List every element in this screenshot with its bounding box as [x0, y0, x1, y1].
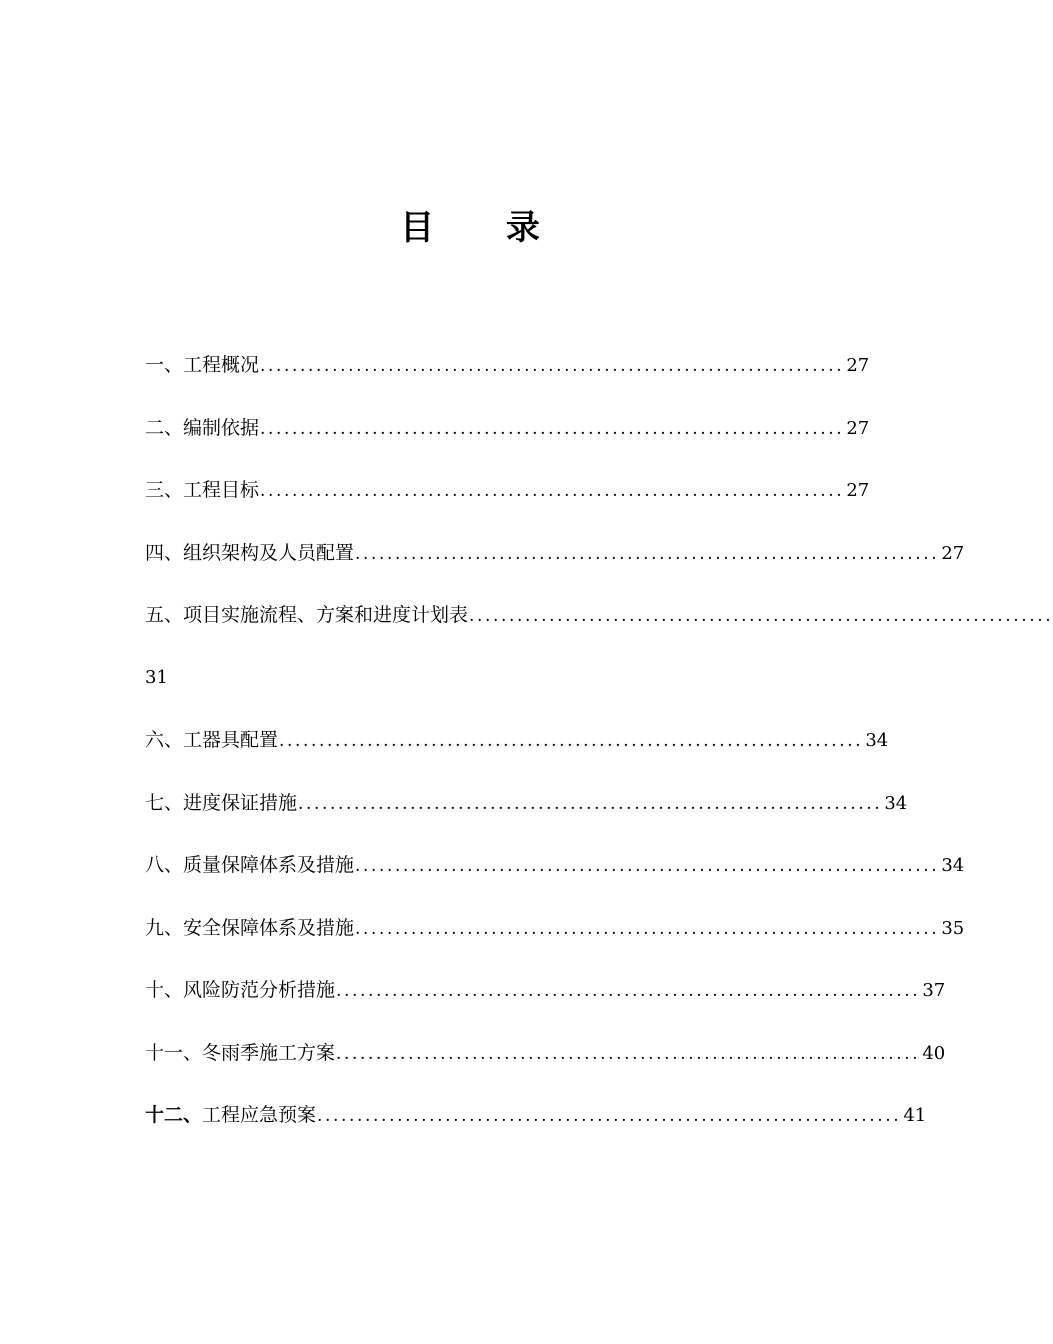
toc-entry-number: 三、	[145, 479, 184, 501]
toc-entry-2[interactable]	[145, 408, 870, 471]
toc-leader-dots: .........................................................................	[355, 856, 940, 876]
toc-entry-text: 进度保证措施	[183, 791, 298, 814]
toc-entry-text: 组织架构及人员配置	[183, 541, 355, 564]
toc-entry-number: 十二、	[145, 1104, 203, 1126]
toc-entry-9[interactable]	[145, 908, 965, 971]
toc-entry-12[interactable]	[145, 1095, 927, 1158]
toc-entry-number: 八、	[145, 854, 184, 876]
toc-entry-number: 二、	[145, 416, 184, 439]
toc-entry-text: 项目实施流程、方案和进度计划表	[183, 604, 469, 626]
toc-entry-label	[145, 720, 278, 760]
toc-entry-label	[145, 845, 354, 885]
toc-entry-number: 七、	[145, 791, 184, 814]
toc-entry-text: 风险防范分析措施	[183, 979, 336, 1001]
toc-entry-label	[145, 408, 259, 448]
toc-entry-text: 工器具配置	[183, 729, 279, 751]
toc-leader-dots: .........................................................................	[336, 1043, 921, 1064]
toc-entry-7[interactable]	[145, 783, 908, 846]
toc-entry-label	[145, 470, 259, 510]
toc-entry-5[interactable]	[145, 595, 1053, 658]
toc-entry-label	[145, 1095, 316, 1135]
toc-page-number: 27	[941, 542, 965, 564]
toc-entry-1[interactable]	[145, 345, 870, 408]
toc-leader-dots: .........................................................................	[298, 793, 883, 814]
toc-leader-dots: .........................................................................	[355, 543, 940, 564]
toc-entry-number: 六、	[145, 729, 184, 751]
toc-leader-dots: .........................................................................	[260, 481, 845, 501]
toc-entry-label	[145, 595, 468, 635]
toc-entry-label	[145, 783, 297, 823]
toc-leader-dots: .........................................................................	[355, 918, 940, 939]
toc-page-number: 27	[846, 480, 870, 501]
toc-entry-6[interactable]	[145, 720, 889, 783]
toc-entry-label	[145, 533, 354, 573]
toc-entry-3[interactable]	[145, 470, 870, 533]
toc-entry-10[interactable]	[145, 970, 946, 1033]
toc-entry-number: 一、	[145, 354, 184, 376]
toc-page-number-wrapped[interactable]: 31	[145, 666, 168, 688]
toc-page-number: 35	[941, 917, 965, 939]
toc-page-number: 40	[922, 1042, 946, 1064]
toc-entry-text: 工程目标	[183, 479, 260, 501]
toc-leader-dots: .........................................................................	[260, 418, 845, 439]
toc-entry-label	[145, 1033, 335, 1073]
toc-entry-number: 十一、	[145, 1041, 203, 1064]
toc-leader-dots: .........................................................................	[317, 1106, 902, 1126]
toc-entry-text: 工程应急预案	[202, 1104, 317, 1126]
toc-entry-4[interactable]	[145, 533, 965, 596]
toc-entry-8[interactable]	[145, 845, 965, 908]
toc-leader-dots: .........................................................................	[469, 606, 1053, 626]
toc-entry-text: 编制依据	[183, 416, 260, 439]
toc-leader-dots: .........................................................................	[279, 731, 864, 751]
toc-page-number: 27	[846, 417, 870, 439]
toc-leader-dots: .........................................................................	[260, 356, 845, 376]
toc-entry-text: 工程概况	[183, 354, 260, 376]
toc-title: 目 录	[400, 208, 570, 248]
toc-page-number: 27	[846, 355, 870, 376]
toc-entry-label	[145, 345, 259, 385]
toc-entry-number: 十、	[145, 979, 184, 1001]
toc-entry-text: 质量保障体系及措施	[183, 854, 355, 876]
toc-leader-dots: .........................................................................	[336, 981, 921, 1001]
toc-entry-11[interactable]	[145, 1033, 946, 1096]
toc-entry-number: 五、	[145, 604, 184, 626]
toc-page-number: 34	[884, 792, 908, 814]
toc-page-number: 34	[941, 855, 965, 876]
toc-page-number: 41	[903, 1105, 927, 1126]
toc-entry-text: 安全保障体系及措施	[183, 916, 355, 939]
toc-entry-text: 冬雨季施工方案	[202, 1041, 336, 1064]
toc-entry-number: 四、	[145, 541, 184, 564]
toc-page-number: 34	[865, 730, 889, 751]
toc-entry-label	[145, 970, 335, 1010]
toc-entry-label	[145, 908, 354, 948]
table-of-contents	[145, 345, 1053, 1158]
toc-entry-number: 九、	[145, 916, 184, 939]
toc-page-number: 37	[922, 980, 946, 1001]
